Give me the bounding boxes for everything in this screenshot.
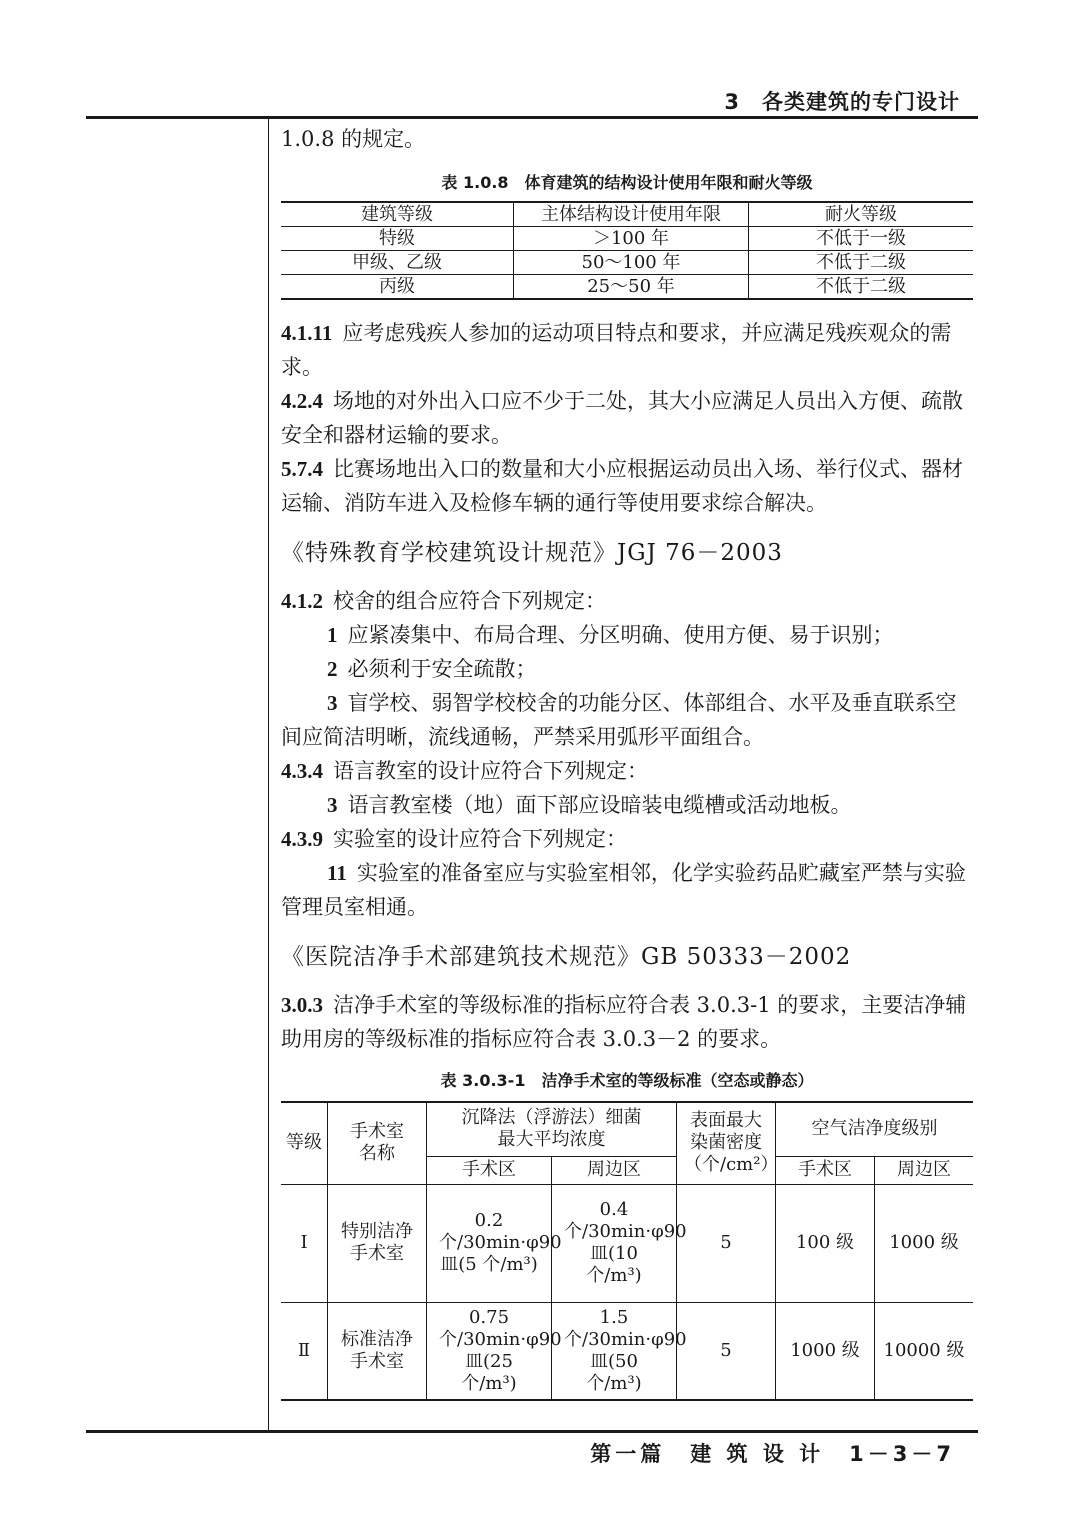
table-cell: 50～100 年 [514,251,749,275]
clause-text: 实验室的设计应符合下列规定： [333,827,627,851]
chapter-title: 各类建筑的专门设计 [762,90,960,114]
page-footer: 第一篇 建 筑 设 计 1－3－7 [590,1442,955,1466]
clause-text: 洁净手术室的等级标准的指标应符合表 3.0.3-1 的要求，主要洁净辅助用房的等级标准的指标应符合表 3.0.3－2 的要求。 [281,993,967,1051]
table-cell: 1000 级 [776,1302,875,1400]
item-text: 盲学校、弱智学校校舍的功能分区、体部组合、水平及垂直联系空间应简洁明晰，流线通畅，严禁采用弧形平面组合。 [281,691,957,749]
table1 [281,201,973,300]
table1-caption: 表 1.0.8 体育建筑的结构设计使用年限和耐火等级 [441,173,813,192]
standard-title: 《特殊教育学校建筑设计规范》JGJ 76－2003 [281,540,783,566]
table-cell: 丙级 [281,275,514,300]
table-cell: Ⅰ [281,1184,328,1302]
table-cell: 特级 [281,227,514,251]
item-number: 1 [327,623,338,647]
table-cell: 100 级 [776,1184,875,1302]
table-header: 等级 [281,1102,328,1184]
table2-caption: 表 3.0.3-1 洁净手术室的等级标准（空态或静态） [440,1071,814,1090]
table-cell: 不低于一级 [749,227,974,251]
table-cell-text: 0.75 个/30min·φ90 皿(25 个/m³) [439,1306,562,1394]
table1-header-row [281,202,973,227]
table-row [281,251,973,275]
table-row [281,1184,973,1302]
clause-item [281,686,973,754]
clause-item [281,652,973,686]
table2-header-row [281,1102,973,1156]
table-cell: 1000 级 [875,1184,974,1302]
standard-title: 《医院洁净手术部建筑技术规范》GB 50333－2002 [281,944,852,970]
table-cell: 10000 级 [875,1302,974,1400]
clause [281,384,973,452]
table-cell [427,1302,562,1400]
item-number: 3 [327,793,338,817]
table-cell [552,1184,687,1302]
table-header: 建筑等级 [281,202,514,227]
table-cell: 甲级、乙级 [281,251,514,275]
table-subheader: 周边区 [552,1156,677,1184]
table-header-text: 沉降法（浮游法）细菌最大平均浓度 [461,1107,642,1151]
table-cell-text: 标准洁净手术室 [341,1328,413,1372]
clause-number: 5.7.4 [281,457,323,481]
table-row [281,275,973,300]
table-cell: Ⅱ [281,1302,328,1400]
clause-text: 应考虑残疾人参加的运动项目特点和要求，并应满足残疾观众的需求。 [281,321,952,379]
table-header [328,1102,427,1184]
clause-item [281,788,973,822]
clause-number: 4.2.4 [281,389,323,413]
table-cell-text: 特别洁净手术室 [341,1221,413,1264]
clause [281,988,973,1056]
clause-number: 4.3.9 [281,827,323,851]
table-cell-text: 0.4 个/30min·φ90 皿(10 个/m³) [564,1199,687,1286]
clause [281,316,973,384]
table-subheader: 手术区 [427,1156,552,1184]
clause-text: 场地的对外出入口应不少于二处，其大小应满足人员出入方便、疏散安全和器材运输的要求。 [281,389,963,447]
table-cell-text: 1.5 个/30min·φ90 皿(50 个/m³) [564,1306,687,1394]
table-cell: 25～50 年 [514,275,749,300]
clause-text: 校舍的组合应符合下列规定： [333,589,606,613]
header-rule [86,116,978,119]
table2 [281,1101,973,1401]
item-text: 必须利于安全疏散； [347,657,537,681]
table-subheader: 周边区 [875,1156,974,1184]
table-cell [328,1184,427,1302]
table-cell [552,1302,687,1400]
table-cell: ＞100 年 [514,227,749,251]
clause-item [281,618,973,652]
table-cell: 5 [677,1184,776,1302]
clause-number: 3.0.3 [281,993,323,1017]
table-header [427,1102,677,1156]
table-cell: 不低于二级 [749,251,974,275]
table-header-text: 手术室名称 [350,1121,404,1165]
table-header: 空气洁净度级别 [776,1102,974,1156]
table-header-text: 表面最大染菌密度（个/cm²） [684,1110,779,1176]
item-text: 实验室的准备室应与实验室相邻，化学实验药品贮藏室严禁与实验管理员室相通。 [281,861,966,919]
clause-number: 4.1.11 [281,321,333,345]
table-header [677,1102,779,1184]
intro-line: 1.0.8 的规定。 [281,127,426,151]
table-subheader: 手术区 [776,1156,875,1184]
clause-item [281,856,973,924]
table-cell [427,1184,562,1302]
table-cell-text: 0.2 个/30min·φ90 皿(5 个/m³) [439,1210,562,1275]
table-header: 主体结构设计使用年限 [514,202,749,227]
item-number: 11 [327,861,347,885]
footer-rule [86,1430,978,1433]
main-column [281,122,973,1401]
clause-text: 语言教室的设计应符合下列规定： [333,759,648,783]
table-cell [328,1302,427,1400]
clause [281,822,973,856]
table-row [281,1302,973,1400]
clause [281,452,973,520]
clause-number: 4.3.4 [281,759,323,783]
clause [281,754,973,788]
left-margin-rule [268,119,269,1431]
item-number: 2 [327,657,338,681]
clause-text: 比赛场地出入口的数量和大小应根据运动员出入场、举行仪式、器材运输、消防车进入及检修车辆的通行等使用要求综合解决。 [281,457,963,515]
item-text: 语言教室楼（地）面下部应设暗装电缆槽或活动地板。 [347,793,852,817]
table-cell: 5 [677,1302,776,1400]
item-number: 3 [327,691,338,715]
chapter-number: 3 [724,90,740,114]
table-header: 耐火等级 [749,202,974,227]
clause-number: 4.1.2 [281,589,323,613]
item-text: 应紧凑集中、布局合理、分区明确、使用方便、易于识别； [347,623,894,647]
table-row [281,227,973,251]
running-header [724,86,960,116]
table-cell: 不低于二级 [749,275,974,300]
clause [281,584,973,618]
